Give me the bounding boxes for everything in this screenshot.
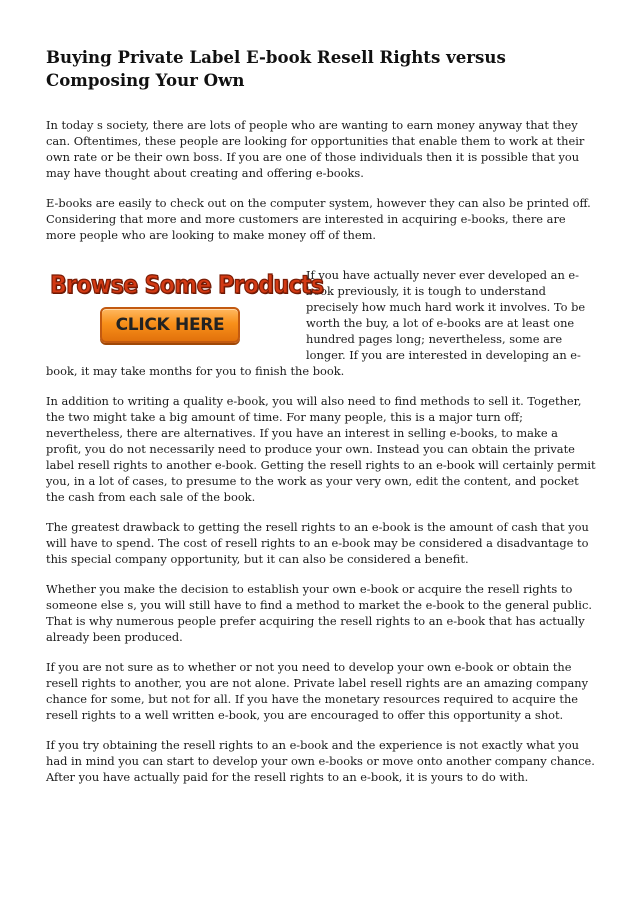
paragraph-2: E-books are easily to check out on the computer system, however they can also be printed off. Considering that more and more customers are interested in acquiring e-books, there are more people who are looking to make money off of them. <box>46 196 591 242</box>
browse-products-banner[interactable] <box>50 271 324 361</box>
paragraph-6: Whether you make the decision to establish your own e-book or acquire the resell rights to someone else s, you will still have to find a method to market the e-book to the general public. That is why numerous people prefer acquiring the resell rights to an e-book that has actually already been produced. <box>46 582 592 644</box>
browse-products-headline: Browse Some Products <box>50 271 324 300</box>
ad-section <box>46 257 596 379</box>
paragraph-7: If you are not sure as to whether or not you need to develop your own e-book or obtain the resell rights to another, you are not alone. Private label resell rights are an amazing company chance for some, but not for all. If you have the monetary resources required to acquire the resell rights to a well written e-book, you are encouraged to offer this opportunity a shot. <box>46 660 589 722</box>
click-here-button[interactable]: CLICK HERE <box>100 307 240 343</box>
paragraph-4: In addition to writing a quality e-book, you will also need to find methods to sell it. Together, the two might take a big amount of time. For many people, this is a major turn off; nevertheless, there are alternatives. If you have an interest in selling e-books, to make a profit, you do not necessarily need to produce your own. Instead you can obtain the private label resell rights to another e-book. Getting the resell rights to an e-book will certainly permit you, in a lot of cases, to presume to the work as your very own, edit the content, and pocket the cash from each sale of the book. <box>46 394 596 504</box>
document-page <box>46 46 596 799</box>
paragraph-8: If you try obtaining the resell rights to an e-book and the experience is not exactly what you had in mind you can start to develop your own e-books or move onto another company chance. After you have actually paid for the resell rights to an e-book, it is yours to do with. <box>46 738 595 784</box>
paragraph-3: If you have actually never ever developed an e-book previously, it is tough to understand precisely how much hard work it involves. To be worth the buy, a lot of e-books are at least one hundred pages long; nevertheless, some are longer. If you are interested in developing an e-book, it may take months for you to finish the book. <box>46 268 586 378</box>
article-title: Buying Private Label E-book Resell Rights versus Composing Your Own <box>46 47 506 90</box>
paragraph-1: In today s society, there are lots of people who are wanting to earn money anyway that they can. Oftentimes, these people are looking for opportunities that enable them to work at their own rate or be their own boss. If you are one of those individuals then it is possible that you may have thought about creating and offering e-books. <box>46 118 585 180</box>
paragraph-5: The greatest drawback to getting the resell rights to an e-book is the amount of cash that you will have to spend. The cost of resell rights to an e-book may be considered a disadvantage to this special company opportunity, but it can also be considered a benefit. <box>46 520 589 566</box>
